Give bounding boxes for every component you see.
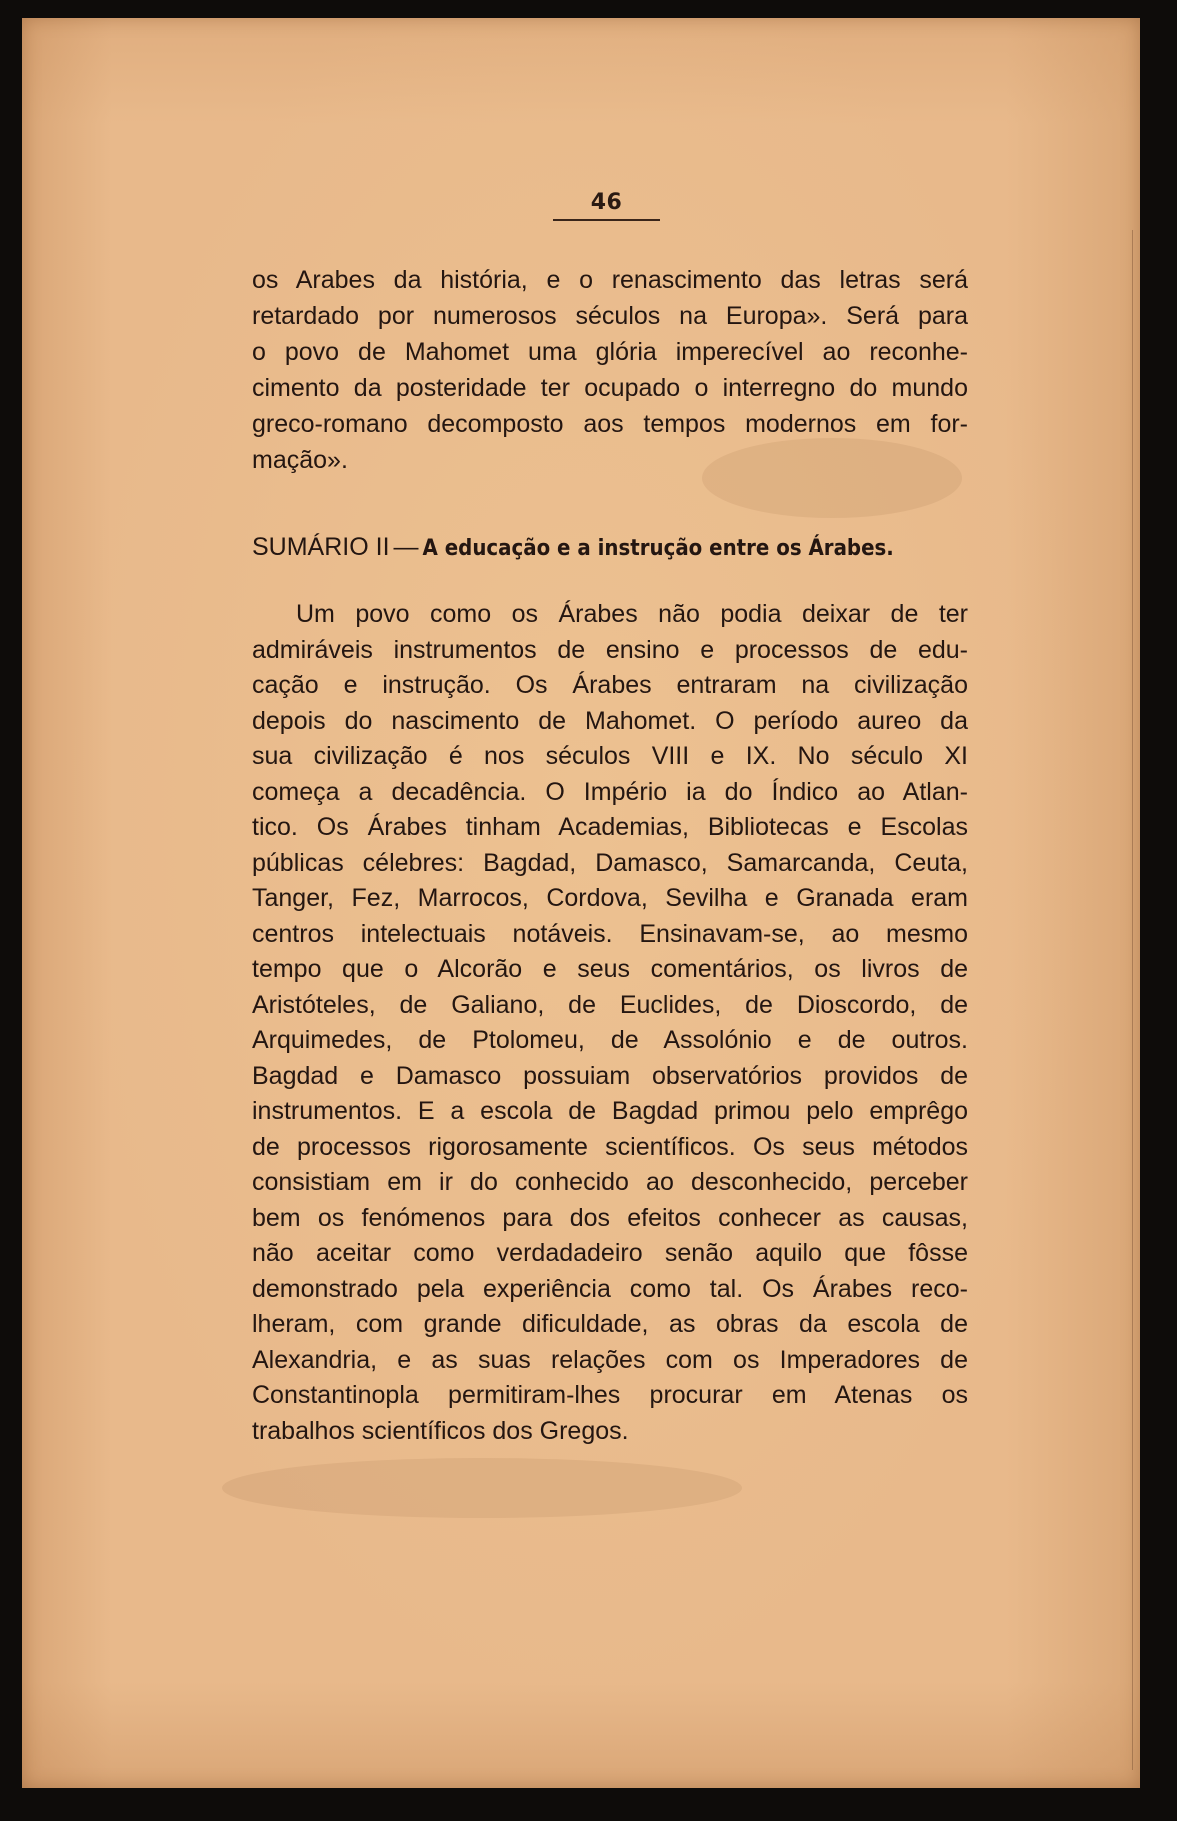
page-number: 46 [590,190,623,215]
section-heading-prefix: SUMÁRIO II [252,533,390,561]
text-line: depois do nascimento de Mahomet. O período aureo da [252,706,968,735]
text-line: Bagdad e Damasco possuiam observatórios providos de [252,1061,968,1090]
text-line: de processos rigorosamente scientíficos. Os seus métodos [252,1132,968,1161]
text-line: cação e instrução. Os Árabes entraram na civilização [252,671,968,699]
body-text [252,262,968,1449]
text-line: admiráveis instrumentos de ensino e processos de edu- [252,635,968,664]
text-line: os Arabes da história, e o renascimento das letras será [252,266,968,294]
section-heading-title: A educação e a instrução entre os Árabes. [422,536,894,561]
text-line: tempo que o Alcorão e seus comentários, os livros de [252,955,968,983]
text-line: Aristóteles, de Galiano, de Euclides, de Dioscordo, de [252,990,968,1019]
text-line: Arquimedes, de Ptolomeu, de Assolónio e de outros. [252,1026,968,1054]
text-line: instrumentos. E a escola de Bagdad primou pelo emprêgo [252,1097,968,1125]
paragraph-1 [252,262,968,478]
text-line: demonstrado pela experiência como tal. Os Árabes reco- [252,1274,968,1303]
text-line: Tanger, Fez, Marrocos, Cordova, Sevilha e Granada eram [252,884,968,912]
page-header [553,190,660,221]
text-line: públicas célebres: Bagdad, Damasco, Samarcanda, Ceuta, [252,848,968,877]
text-line: lheram, com grande dificuldade, as obras da escola de [252,1310,968,1338]
text-line: greco-romano decomposto aos tempos modernos em for- [252,410,968,438]
text-line: o povo de Mahomet uma glória imperecível ao reconhe- [252,338,968,366]
text-line: tico. Os Árabes tinham Academias, Bibliotecas e Escolas [252,813,968,841]
text-line: não aceitar como verdadadeiro senão aquilo que fôsse [252,1239,968,1267]
page-edge-line [1132,230,1133,1770]
section-heading-dash: — [393,533,419,561]
text-line: Constantinopla permitiram-lhes procurar em Atenas os [252,1381,968,1409]
text-line: Um povo como os Árabes não podia deixar de ter [296,600,968,628]
text-line: Alexandria, e as suas relações com os Imperadores de [252,1345,968,1374]
paper-stain [222,1458,742,1518]
text-line: trabalhos scientíficos dos Gregos. [252,1416,629,1445]
text-line: bem os fenómenos para dos efeitos conhecer as causas, [252,1203,968,1232]
text-line: cimento da posteridade ter ocupado o interregno do mundo [252,374,968,402]
text-line: começa a decadência. O Império ia do Índico ao Atlan- [252,777,968,806]
text-line: centros intelectuais notáveis. Ensinavam-se, ao mesmo [252,919,968,948]
text-line: mação». [252,446,348,474]
paragraph-2 [252,597,968,1449]
text-line: consistiam em ir do conhecido ao desconhecido, perceber [252,1168,968,1196]
section-heading [252,529,968,567]
text-line: sua civilização é nos séculos VIII e IX. No século XI [252,742,968,770]
page-number-rule [553,219,660,221]
text-line: retardado por numerosos séculos na Europa». Será para [252,302,968,330]
